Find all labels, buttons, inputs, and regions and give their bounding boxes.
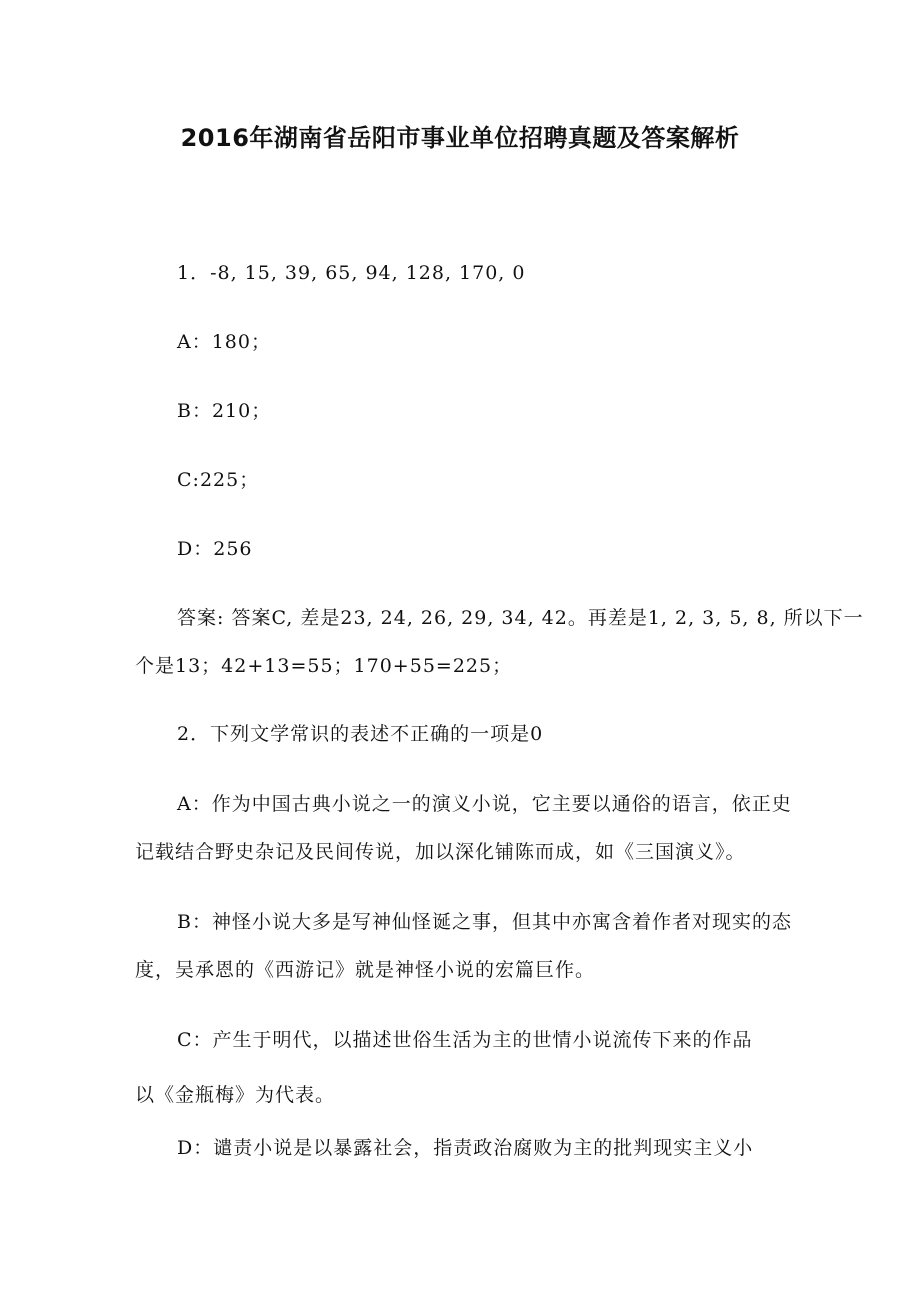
question-2-option-c-line-1: C：产生于明代，以描述世俗生活为主的世情小说流传下来的作品 xyxy=(177,1029,753,1051)
question-2-text: 2．下列文学常识的表述不正确的一项是0 xyxy=(177,723,544,745)
question-2-option-c-line-2: 以《金瓶梅》为代表。 xyxy=(135,1084,336,1106)
question-2-option-a-line-2: 记载结合野史杂记及民间传说，加以深化铺陈而成，如《三国演义》。 xyxy=(135,841,746,863)
question-2-option-a-line-1: A：作为中国古典小说之一的演义小说，它主要以通俗的语言，依正史 xyxy=(177,793,792,815)
question-2-option-b-line-2: 度，吴承恩的《西游记》就是神怪小说的宏篇巨作。 xyxy=(135,959,596,981)
document-title: 2016年湖南省岳阳市事业单位招聘真题及答案解析 xyxy=(180,124,740,152)
question-1-option-b: B：210； xyxy=(177,400,272,422)
question-1-option-c: C:225； xyxy=(177,469,260,491)
question-1-option-a: A：180； xyxy=(177,331,271,353)
question-1-option-d: D：256 xyxy=(177,538,253,560)
question-2-option-d-line-1: D：谴责小说是以暴露社会，指责政治腐败为主的批判现实主义小 xyxy=(177,1137,754,1159)
question-1-answer-line-1: 答案: 答案C, 差是23, 24, 26, 29, 34, 42。再差是1, 2, 3, 5, 8, 所以下一 xyxy=(177,607,864,629)
question-1-text: 1．-8, 15, 39, 65, 94, 128, 170, 0 xyxy=(177,262,526,284)
question-2-option-b-line-1: B：神怪小说大多是写神仙怪诞之事，但其中亦寓含着作者对现实的态 xyxy=(177,911,792,933)
question-1-answer-line-2: 个是13；42+13=55；170+55=225； xyxy=(135,655,513,677)
